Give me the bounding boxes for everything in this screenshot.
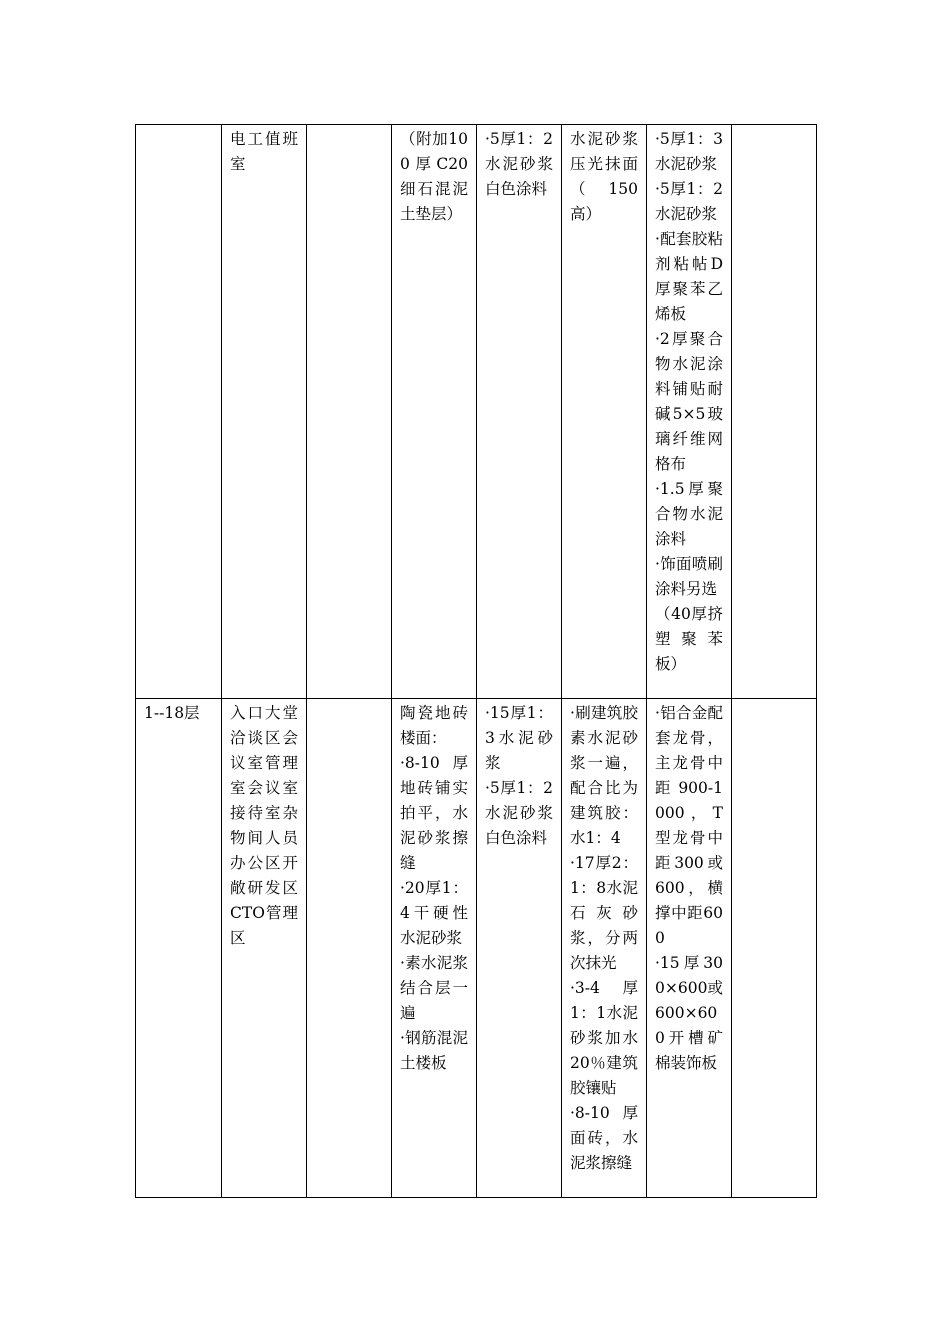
cell-line: ·5厚1：3水泥砂浆 (655, 130, 723, 173)
room-name-cell (222, 699, 307, 1198)
floor-finish-cell (392, 699, 477, 1198)
cell-line: ·配套胶粘剂粘帖D厚聚苯乙烯板 (655, 230, 723, 323)
blank-cell (307, 125, 392, 699)
blank-cell (307, 699, 392, 1198)
room-name-cell (222, 125, 307, 699)
skirting-cell (562, 125, 647, 699)
skirting-cell (562, 699, 647, 1198)
cell-line: ·8-10厚面砖，水泥浆擦缝 (570, 1104, 638, 1172)
remarks-cell (732, 699, 817, 1198)
cell-line: ·2厚聚合物水泥涂料铺贴耐碱5×5玻璃纤维网格布 (655, 330, 723, 473)
floor-cell (136, 699, 222, 1198)
cell-line: ·钢筋混泥土楼板 (400, 1029, 468, 1072)
cell-line: 水泥砂浆压光抹面（150高） (570, 130, 638, 223)
wall-finish-cell (477, 699, 562, 1198)
table-body (136, 125, 817, 1198)
table-row (136, 699, 817, 1198)
cell-line: ·5厚1：2水泥砂浆白色涂料 (485, 779, 553, 847)
wall-finish-cell (477, 125, 562, 699)
floor-finish-cell (392, 125, 477, 699)
cell-line: 电工值班室 (230, 130, 298, 173)
cell-line: ·素水泥浆结合层一遍 (400, 954, 468, 1022)
cell-line: ·17厚2：1：8水泥石灰砂浆，分两次抹光 (570, 854, 638, 972)
floor-cell (136, 125, 222, 699)
cell-line: （40厚挤塑聚苯板） (655, 605, 723, 673)
cell-line: ·8-10厚地砖铺实拍平，水泥砂浆擦缝 (400, 754, 468, 872)
cell-line: ·20厚1：4干硬性水泥砂浆 (400, 879, 468, 947)
ceiling-cell (647, 699, 732, 1198)
cell-line: ·5厚1：2水泥砂浆白色涂料 (485, 130, 553, 198)
cell-line: ·刷建筑胶素水泥砂浆一遍，配合比为建筑胶：水1：4 (570, 704, 638, 847)
cell-line: 陶瓷地砖楼面： (400, 704, 468, 747)
cell-line: ·铝合金配套龙骨，主龙骨中距900-1000，T型龙骨中距300或600，横撑中距600 (655, 704, 723, 947)
table-row (136, 125, 817, 699)
cell-line: （附加100厚C20细石混泥土垫层） (400, 130, 468, 223)
cell-line: ·3-4厚1：1水泥砂浆加水20％建筑胶镶贴 (570, 979, 638, 1097)
cell-line: 入口大堂洽谈区会议室管理室会议室接待室杂物间人员办公区开敞研发区CTO管理区 (230, 704, 298, 947)
cell-line: ·饰面喷刷涂料另选 (655, 555, 723, 598)
finish-schedule-table (135, 124, 817, 1198)
cell-line: ·5厚1：2水泥砂浆 (655, 180, 723, 223)
cell-line: ·1.5厚聚合物水泥涂料 (655, 480, 723, 548)
ceiling-cell (647, 125, 732, 699)
cell-line: 1--18层 (144, 704, 200, 722)
cell-line: ·15厚300×600或600×600开槽矿棉装饰板 (655, 954, 723, 1072)
cell-line: ·15厚1：3水泥砂浆 (485, 704, 553, 772)
remarks-cell (732, 125, 817, 699)
